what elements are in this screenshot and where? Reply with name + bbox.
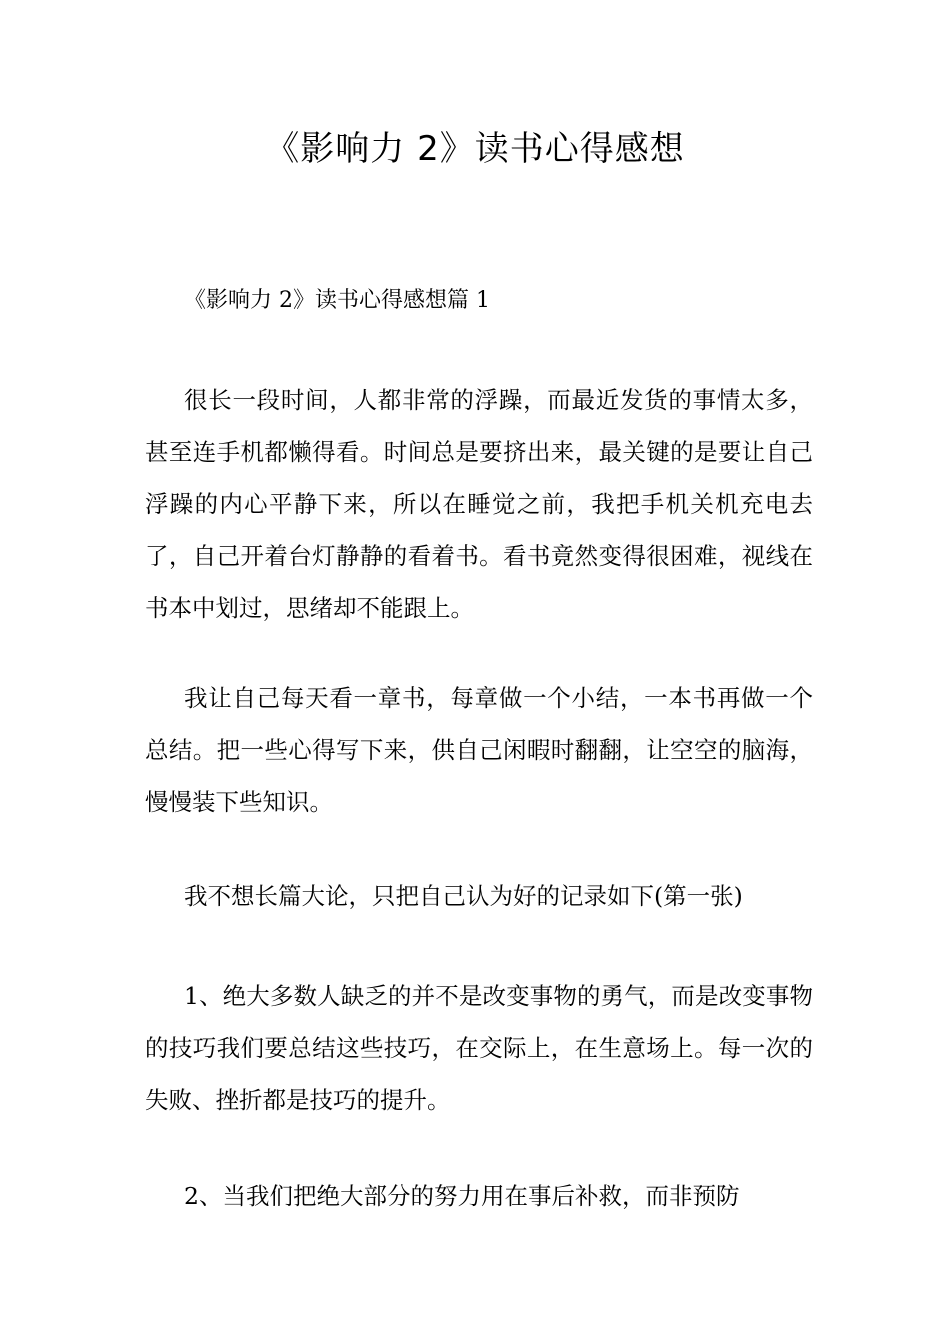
paragraph-4: 1、绝大多数人缺乏的并不是改变事物的勇气，而是改变事物的技巧我们要总结这些技巧，在交际上，在生意场上。每一次的失败、挫折都是技巧的提升。 [145,982,813,1114]
section-heading: 《影响力 2》读书心得感想篇 1 [184,288,490,313]
paragraph-1: 很长一段时间，人都非常的浮躁，而最近发货的事情太多，甚至连手机都懒得看。时间总是要挤出来，最关键的是要让自己浮躁的内心平静下来，所以在睡觉之前，我把手机关机充电去了，自己开着台灯静静的看着书。看书竟然变得很困难，视线在书本中划过，思绪却不能跟上。 [145,386,813,622]
paragraph-2: 我让自己每天看一章书，每章做一个小结，一本书再做一个总结。把一些心得写下来，供自己闲暇时翻翻，让空空的脑海，慢慢装下些知识。 [145,684,813,816]
paragraph-3: 我不想长篇大论，只把自己认为好的记录如下(第一张) [184,882,743,910]
document-title: 《影响力 2》读书心得感想 [265,129,685,169]
paragraph-5: 2、当我们把绝大部分的努力用在事后补救，而非预防 [184,1182,740,1210]
